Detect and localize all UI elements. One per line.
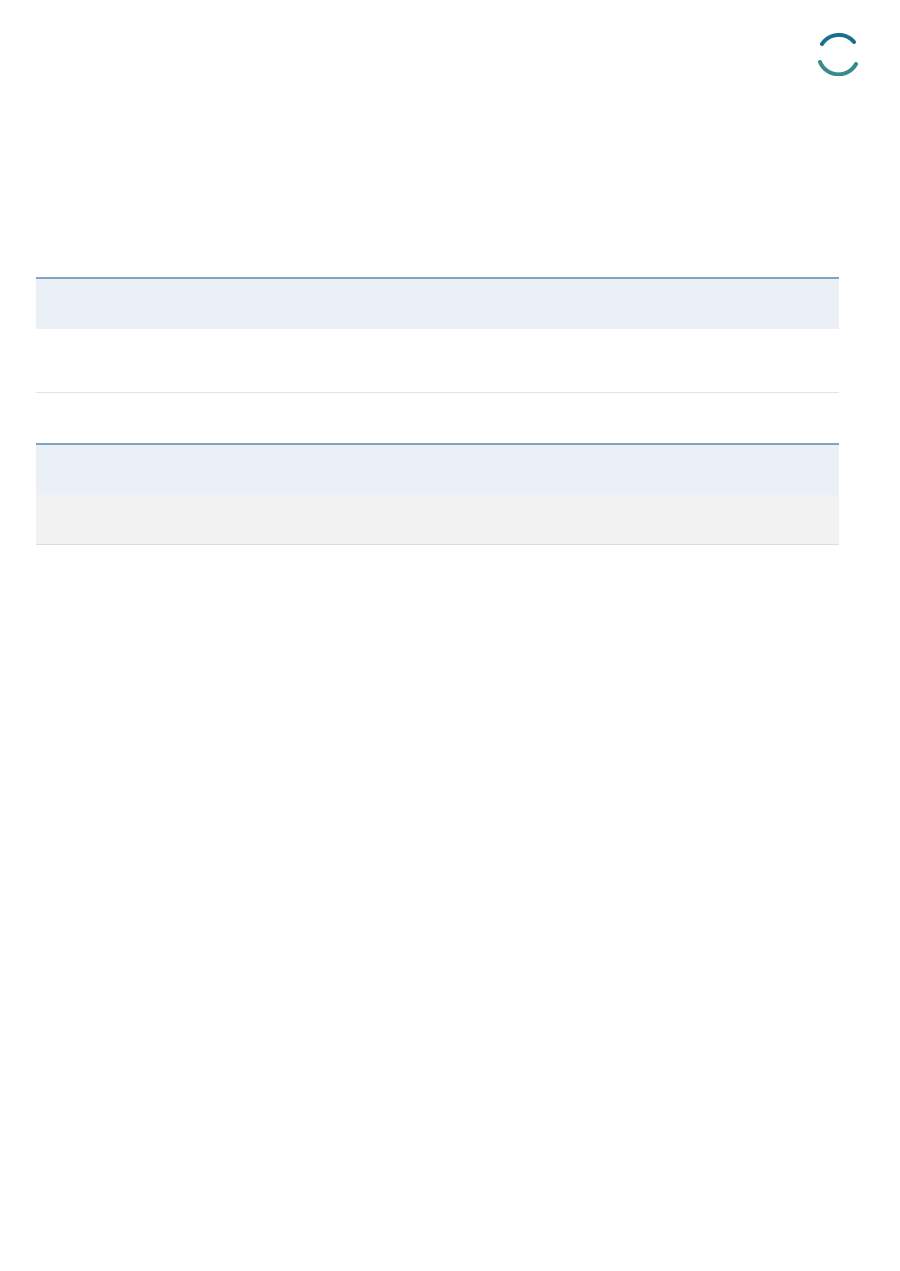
- sml-logo-icon: [814, 30, 862, 76]
- basic-info-row-1: [36, 329, 839, 393]
- basic-info-row-2: [36, 393, 839, 444]
- department-label: [36, 495, 839, 545]
- results-header: [36, 443, 839, 495]
- basic-info-header: [36, 277, 839, 329]
